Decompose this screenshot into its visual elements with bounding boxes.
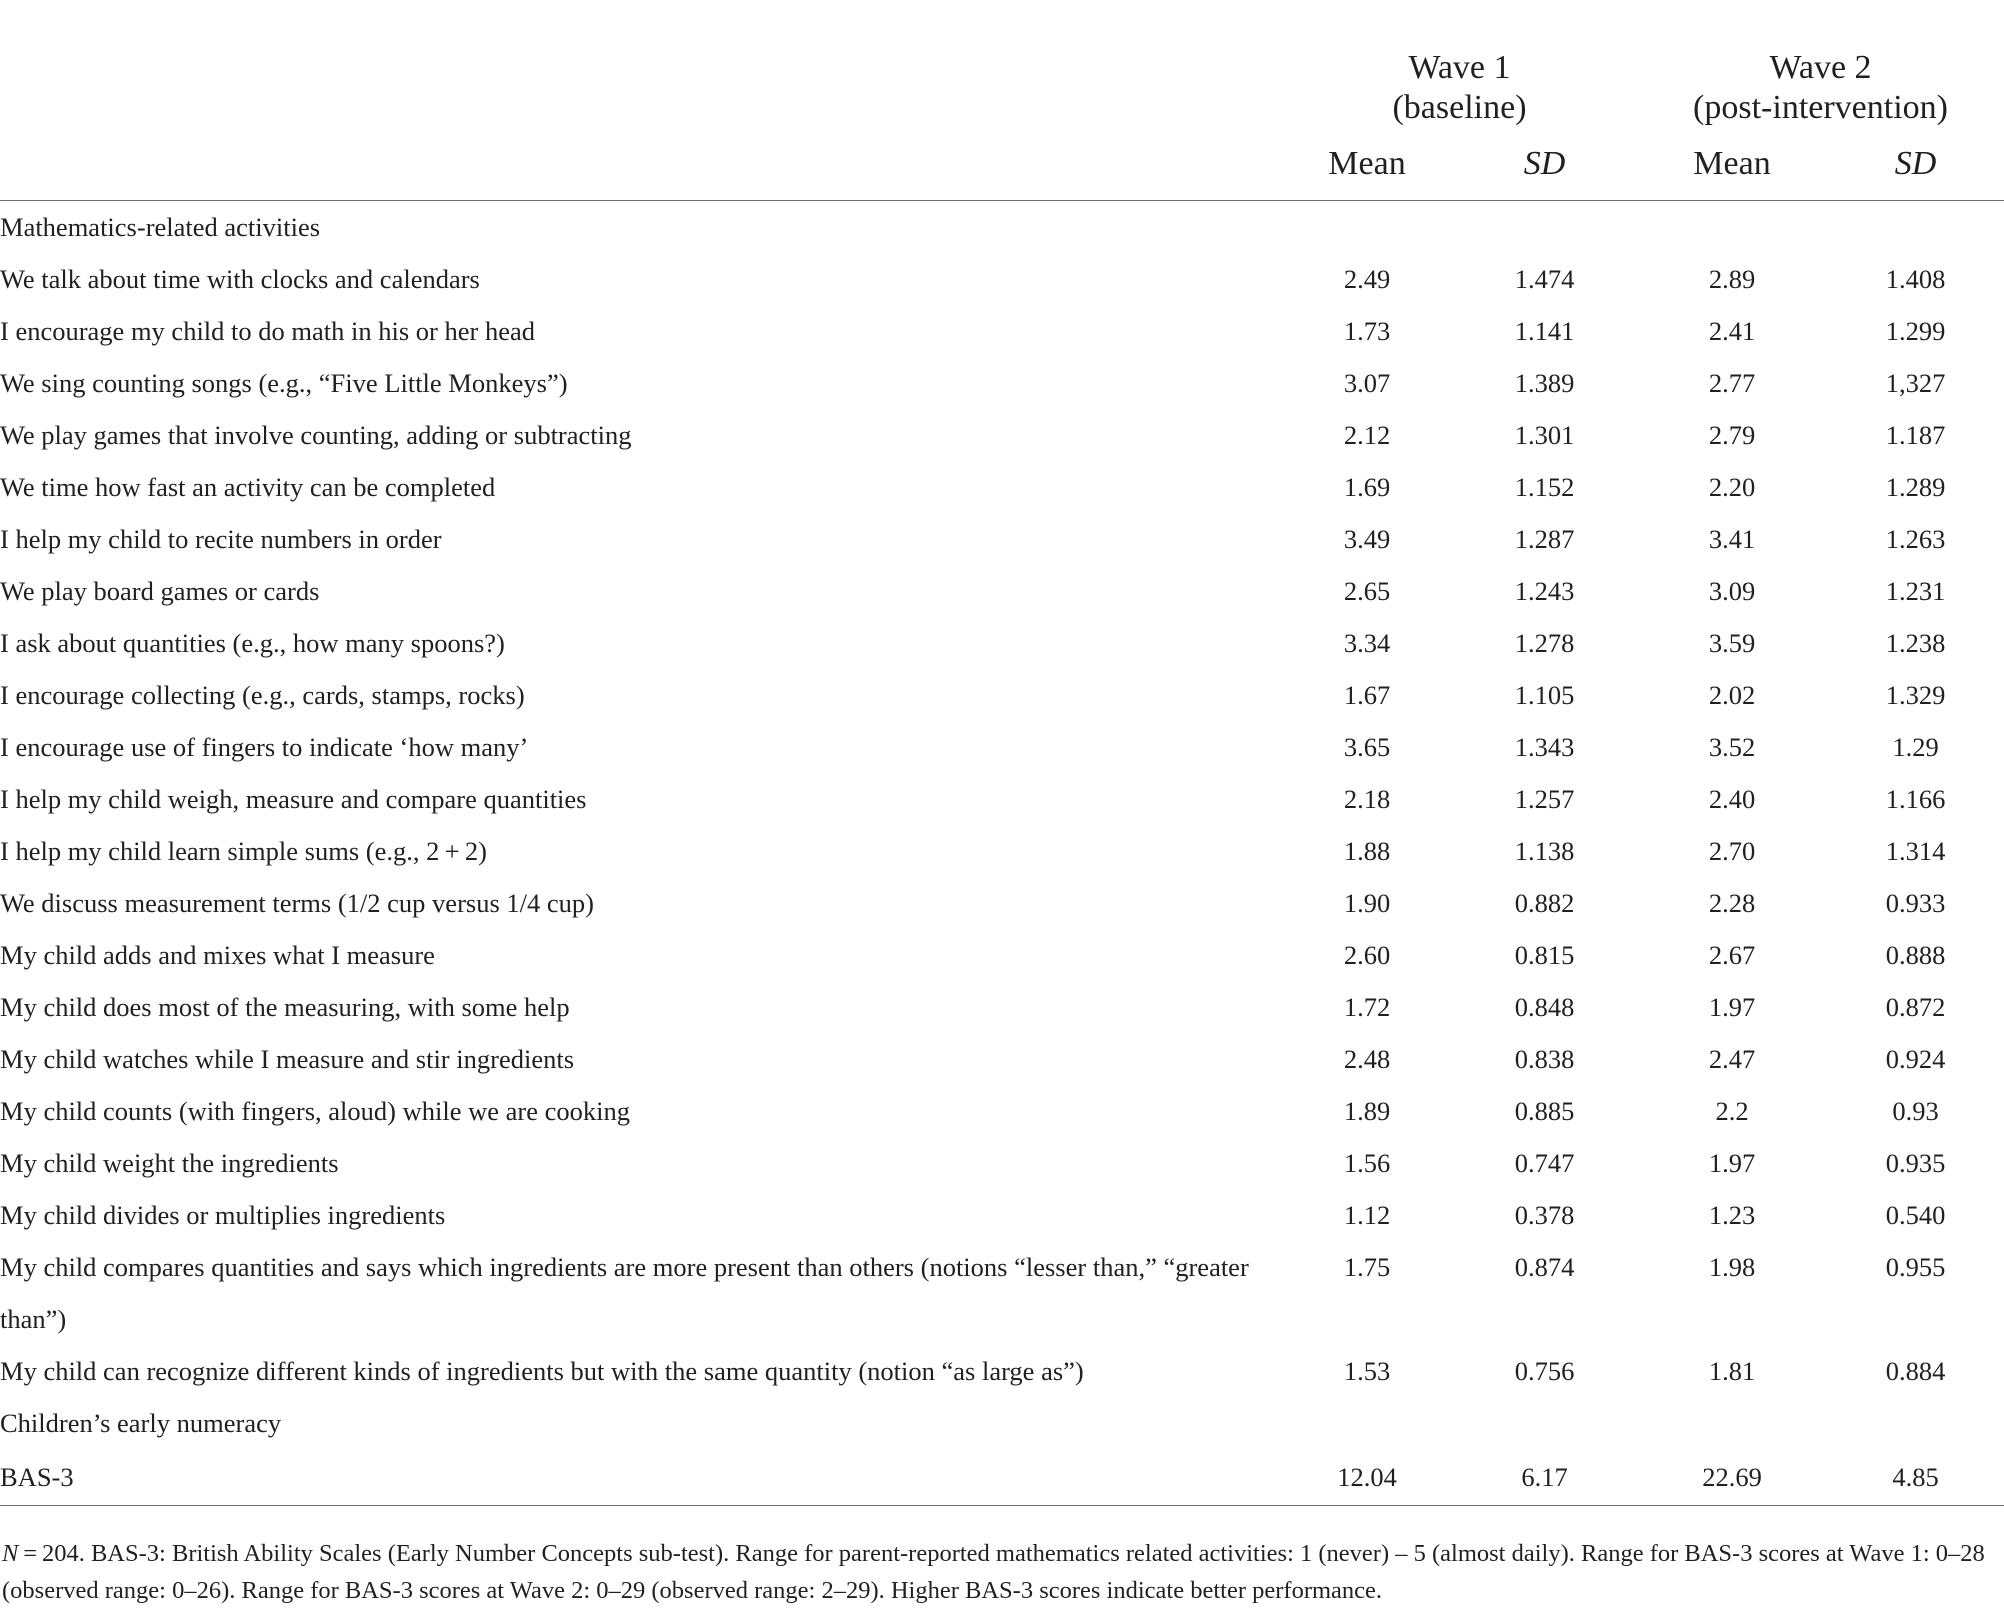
wave2-mean-cell: 2.28	[1708, 887, 1756, 918]
wave1-sd-cell: 1.287	[1514, 523, 1575, 554]
header-wave-row	[0, 0, 2004, 128]
table-row	[0, 669, 2004, 721]
table-row	[0, 1033, 2004, 1085]
wave1-sd-header: SD	[1523, 145, 1566, 182]
row-label: I help my child to recite numbers in order	[0, 524, 442, 554]
wave1-sd-cell: 1.474	[1514, 263, 1575, 294]
wave1-sd-cell: 1.138	[1514, 835, 1575, 866]
wave1-mean-cell: 3.07	[1343, 367, 1391, 398]
wave2-mean-cell: 22.69	[1702, 1461, 1762, 1492]
wave2-sd-cell: 0.93	[1892, 1095, 1939, 1126]
row-label: My child can recognize different kinds of ingredients but with the same quantity (notion “as large as”)	[0, 1356, 1084, 1386]
section-header-row	[0, 201, 2004, 254]
wave1-mean-cell: 2.49	[1343, 263, 1391, 294]
table-row	[0, 565, 2004, 617]
wave2-mean-cell: 2.67	[1708, 939, 1756, 970]
row-label: BAS-3	[0, 1462, 74, 1492]
wave2-sd-cell: 1,327	[1885, 367, 1946, 398]
wave2-mean-cell: 3.09	[1708, 575, 1756, 606]
wave1-sd-cell: 1.343	[1514, 731, 1575, 762]
wave1-subtitle: (baseline)	[1392, 89, 1527, 126]
row-label: We talk about time with clocks and calendars	[0, 264, 480, 294]
row-label: My child divides or multiplies ingredients	[0, 1200, 446, 1230]
wave2-sd-cell: 1.231	[1885, 575, 1946, 606]
table-row	[0, 1345, 2004, 1397]
table-row	[0, 461, 2004, 513]
wave1-mean-cell: 1.73	[1343, 315, 1391, 346]
table-row	[0, 773, 2004, 825]
table-row	[0, 1137, 2004, 1189]
wave2-mean-cell: 2.47	[1708, 1043, 1756, 1074]
wave1-sd-cell: 0.848	[1514, 991, 1575, 1022]
wave1-sd-cell: 1.105	[1514, 679, 1575, 710]
footnote-text: = 204. BAS-3: British Ability Scales (Early Number Concepts sub-test). Range for parent-reported mathematics related activities: 1 (never) – 5 (almost daily). Range for BAS-3 scores at Wave 1: 0–28 (observed range: 0–26). Range for BAS-3 scores at Wave 2: 0–29 (observed range: 2–29). Higher BAS-3 scores indicate better performance.	[2, 1540, 1985, 1604]
table-row	[0, 305, 2004, 357]
wave2-mean-cell: 1.97	[1708, 991, 1756, 1022]
table-row	[0, 1085, 2004, 1137]
table-row	[0, 721, 2004, 773]
wave1-sd-cell: 1.152	[1514, 471, 1575, 502]
wave2-mean-cell: 2.20	[1708, 471, 1756, 502]
wave2-mean-cell: 3.41	[1708, 523, 1756, 554]
wave2-mean-cell: 2.41	[1708, 315, 1756, 346]
wave1-mean-cell: 1.88	[1343, 835, 1391, 866]
wave1-sd-cell: 0.885	[1514, 1095, 1575, 1126]
row-label: I encourage collecting (e.g., cards, stamps, rocks)	[0, 680, 525, 710]
wave2-sd-cell: 1.187	[1885, 419, 1946, 450]
wave1-sd-cell: 0.882	[1514, 887, 1575, 918]
wave2-mean-cell: 2.89	[1708, 263, 1756, 294]
wave2-mean-cell: 2.79	[1708, 419, 1756, 450]
wave2-sd-cell: 1.166	[1885, 783, 1946, 814]
wave1-mean-cell: 2.60	[1343, 939, 1391, 970]
wave2-mean-header: Mean	[1693, 145, 1771, 182]
wave2-mean-cell: 1.81	[1708, 1355, 1756, 1386]
wave1-mean-cell: 2.18	[1343, 783, 1391, 814]
wave2-sd-cell: 1.238	[1885, 627, 1946, 658]
table-row	[0, 825, 2004, 877]
wave1-mean-cell: 1.75	[1343, 1252, 1391, 1282]
wave1-mean-cell: 3.34	[1343, 627, 1391, 658]
wave1-mean-cell: 3.49	[1343, 523, 1391, 554]
wave2-sd-cell: 0.933	[1885, 887, 1946, 918]
wave2-mean-cell: 2.70	[1708, 835, 1756, 866]
wave1-header	[1282, 0, 1637, 128]
row-label: We time how fast an activity can be completed	[0, 472, 496, 502]
wave1-mean-cell: 1.72	[1343, 991, 1391, 1022]
table-row	[0, 409, 2004, 461]
wave2-sd-cell: 0.935	[1885, 1147, 1946, 1178]
table-row	[0, 1189, 2004, 1241]
wave2-mean-cell: 2.2	[1715, 1095, 1749, 1126]
wave1-sd-cell: 0.378	[1514, 1199, 1575, 1230]
wave1-mean-cell: 1.90	[1343, 887, 1391, 918]
row-label: I help my child weigh, measure and compare quantities	[0, 784, 587, 814]
wave1-sd-cell: 1.141	[1514, 315, 1575, 346]
wave1-mean-cell: 1.89	[1343, 1095, 1391, 1126]
table-row	[0, 253, 2004, 305]
row-label: We sing counting songs (e.g., “Five Little Monkeys”)	[0, 368, 568, 398]
wave2-sd-cell: 0.955	[1885, 1252, 1946, 1282]
table-row	[0, 981, 2004, 1033]
table-row	[0, 1449, 2004, 1506]
wave2-sd-cell: 0.884	[1885, 1355, 1946, 1386]
wave2-mean-cell: 2.40	[1708, 783, 1756, 814]
wave1-title: Wave 1	[1408, 49, 1511, 86]
table-body	[0, 201, 2004, 1506]
wave1-mean-cell: 1.12	[1343, 1199, 1391, 1230]
table-row	[0, 357, 2004, 409]
row-label: My child does most of the measuring, with some help	[0, 992, 570, 1022]
wave1-mean-header: Mean	[1328, 145, 1406, 182]
table-row	[0, 513, 2004, 565]
table-row	[0, 1241, 2004, 1345]
wave2-mean-cell: 1.98	[1708, 1252, 1756, 1282]
section-title: Children’s early numeracy	[0, 1408, 282, 1438]
wave1-sd-cell: 0.756	[1514, 1355, 1575, 1386]
row-label: My child weight the ingredients	[0, 1148, 339, 1178]
section-title: Mathematics-related activities	[0, 212, 321, 242]
wave2-sd-cell: 1.314	[1885, 835, 1946, 866]
header-blank	[0, 128, 1282, 201]
wave1-sd-cell: 1.243	[1514, 575, 1575, 606]
wave1-sd-cell: 6.17	[1521, 1461, 1568, 1492]
wave2-mean-cell: 2.02	[1708, 679, 1756, 710]
row-label: We discuss measurement terms (1/2 cup versus 1/4 cup)	[0, 888, 594, 918]
wave2-sd-cell: 1.299	[1885, 315, 1946, 346]
row-label: My child watches while I measure and stir ingredients	[0, 1044, 575, 1074]
wave2-sd-cell: 1.263	[1885, 523, 1946, 554]
wave2-mean-cell: 3.59	[1708, 627, 1756, 658]
wave1-sd-cell: 0.747	[1514, 1147, 1575, 1178]
row-label: I help my child learn simple sums (e.g., 2 + 2)	[0, 836, 488, 866]
header-blank	[0, 0, 1282, 128]
wave1-sd-cell: 1.301	[1514, 419, 1575, 450]
wave1-sd-cell: 1.389	[1514, 367, 1575, 398]
wave1-mean-cell: 1.69	[1343, 471, 1391, 502]
row-label: I encourage use of fingers to indicate ‘how many’	[0, 732, 529, 762]
wave2-sd-cell: 0.888	[1885, 939, 1946, 970]
wave1-mean-cell: 1.53	[1343, 1355, 1391, 1386]
wave1-mean-cell: 1.56	[1343, 1147, 1391, 1178]
table-row	[0, 877, 2004, 929]
row-label: My child adds and mixes what I measure	[0, 940, 435, 970]
row-label: We play games that involve counting, adding or subtracting	[0, 420, 632, 450]
wave1-sd-cell: 0.815	[1514, 939, 1575, 970]
wave2-sd-cell: 0.540	[1885, 1199, 1946, 1230]
table-row	[0, 929, 2004, 981]
wave1-sd-cell: 0.874	[1514, 1252, 1575, 1282]
wave2-sd-header: SD	[1894, 145, 1937, 182]
wave1-mean-cell: 3.65	[1343, 731, 1391, 762]
wave1-mean-cell: 2.65	[1343, 575, 1391, 606]
wave1-mean-cell: 12.04	[1337, 1461, 1397, 1492]
wave2-sd-cell: 0.924	[1885, 1043, 1946, 1074]
wave2-sd-cell: 1.408	[1885, 263, 1946, 294]
section-header-row	[0, 1397, 2004, 1449]
wave1-mean-cell: 2.12	[1343, 419, 1391, 450]
table-footnote	[2, 1535, 2002, 1609]
header-stat-row	[0, 128, 2004, 201]
wave2-sd-cell: 1.289	[1885, 471, 1946, 502]
wave1-mean-cell: 1.67	[1343, 679, 1391, 710]
wave2-header	[1637, 0, 2004, 128]
row-label: My child counts (with fingers, aloud) while we are cooking	[0, 1096, 630, 1126]
wave2-sd-cell: 0.872	[1885, 991, 1946, 1022]
wave2-sd-cell: 1.329	[1885, 679, 1946, 710]
wave2-mean-cell: 3.52	[1708, 731, 1756, 762]
footnote-n-symbol: N	[2, 1540, 19, 1567]
wave2-title: Wave 2	[1769, 49, 1872, 86]
wave1-sd-cell: 0.838	[1514, 1043, 1575, 1074]
wave2-sd-cell: 4.85	[1892, 1461, 1939, 1492]
wave2-mean-cell: 2.77	[1708, 367, 1756, 398]
table-row	[0, 617, 2004, 669]
row-label: My child compares quantities and says which ingredients are more present than others (notions “lesser than,” “greater than”)	[0, 1252, 1249, 1334]
row-label: I ask about quantities (e.g., how many spoons?)	[0, 628, 505, 658]
wave1-sd-cell: 1.257	[1514, 783, 1575, 814]
wave1-mean-cell: 2.48	[1343, 1043, 1391, 1074]
row-label: We play board games or cards	[0, 576, 320, 606]
wave2-mean-cell: 1.23	[1708, 1199, 1756, 1230]
wave2-sd-cell: 1.29	[1892, 731, 1939, 762]
row-label: I encourage my child to do math in his or her head	[0, 316, 535, 346]
wave2-mean-cell: 1.97	[1708, 1147, 1756, 1178]
wave2-subtitle: (post-intervention)	[1693, 89, 1948, 126]
wave1-sd-cell: 1.278	[1514, 627, 1575, 658]
